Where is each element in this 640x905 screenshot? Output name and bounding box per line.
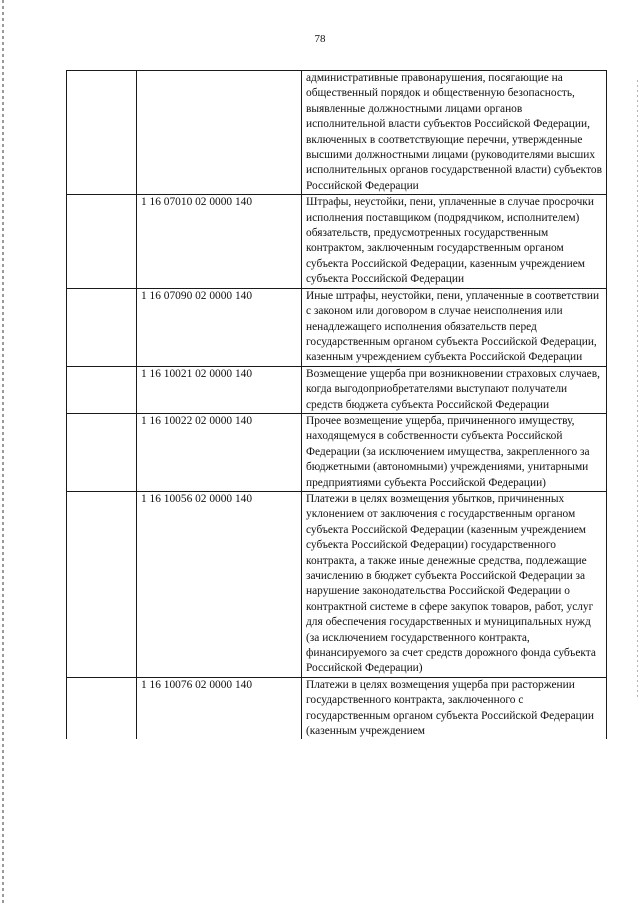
- budget-code-cell: 1 16 07090 02 0000 140: [137, 288, 302, 366]
- table-row: [67, 413, 607, 491]
- table-row: [67, 195, 607, 288]
- admin-code-cell: [67, 491, 137, 677]
- budget-code-cell: 1 16 10022 02 0000 140: [137, 413, 302, 491]
- table-row: [67, 677, 607, 739]
- revenue-codes-table: [66, 70, 607, 739]
- description-cell: Платежи в целях возмещения ущерба при расторжении государственного контракта, заключенного с государственным органом субъекта Российской Федерации (казенным учреждением: [302, 677, 607, 739]
- budget-code-cell: 1 16 10021 02 0000 140: [137, 366, 302, 413]
- description-cell: Возмещение ущерба при возникновении страховых случаев, когда выгодоприобретателями выступают получатели средств бюджета субъекта Российской Федерации: [302, 366, 607, 413]
- budget-code-cell: 1 16 07010 02 0000 140: [137, 195, 302, 288]
- description-cell: Штрафы, неустойки, пени, уплаченные в случае просрочки исполнения поставщиком (подрядчиком, исполнителем) обязательств, предусмотренных государственным контрактом, заключенным государственным органом субъекта Российской Федерации, казенным учреждением субъекта Российской Федерации: [302, 195, 607, 288]
- table-row: [67, 491, 607, 677]
- description-cell: Платежи в целях возмещения убытков, причиненных уклонением от заключения с государственным органом субъекта Российской Федерации (казенным учреждением субъекта Российской Федерации) государственного контракта, а также иные денежные средства, подлежащие зачислению в бюджет субъекта Российской Федерации за нарушение законодательства Российской Федерации о контрактной системе в сфере закупок товаров, работ, услуг для обеспечения государственных и муниципальных нужд (за исключением государственного контракта, финансируемого за счет средств дорожного фонда субъекта Российской Федерации): [302, 491, 607, 677]
- scan-edge-right: [637, 80, 638, 700]
- table-row: [67, 71, 607, 195]
- budget-code-cell: [137, 71, 302, 195]
- page-number: 78: [314, 33, 326, 45]
- budget-code-cell: 1 16 10076 02 0000 140: [137, 677, 302, 739]
- description-cell: Иные штрафы, неустойки, пени, уплаченные в соответствии с законом или договором в случае неисполнения или ненадлежащего исполнения обязательств перед государственным органом субъекта Российской Федерации, казенным учреждением субъекта Российской Федерации: [302, 288, 607, 366]
- admin-code-cell: [67, 288, 137, 366]
- scan-edge-left: [2, 0, 4, 905]
- description-cell: административные правонарушения, посягающие на общественный порядок и общественную безопасность, выявленные должностными лицами органов исполнительной власти субъектов Российской Федерации, включенных в соответствующие перечни, утвержденные высшими должностными лицами (руководителями высших исполнительных органов государственной власти) субъектов Российской Федерации: [302, 71, 607, 195]
- admin-code-cell: [67, 366, 137, 413]
- admin-code-cell: [67, 71, 137, 195]
- admin-code-cell: [67, 195, 137, 288]
- table-row: [67, 288, 607, 366]
- admin-code-cell: [67, 413, 137, 491]
- admin-code-cell: [67, 677, 137, 739]
- budget-code-cell: 1 16 10056 02 0000 140: [137, 491, 302, 677]
- description-cell: Прочее возмещение ущерба, причиненного имуществу, находящемуся в собственности субъекта Российской Федерации (за исключением имущества, закрепленного за бюджетными (автономными) учреждениями, унитарными предприятиями субъекта Российской Федерации): [302, 413, 607, 491]
- table-row: [67, 366, 607, 413]
